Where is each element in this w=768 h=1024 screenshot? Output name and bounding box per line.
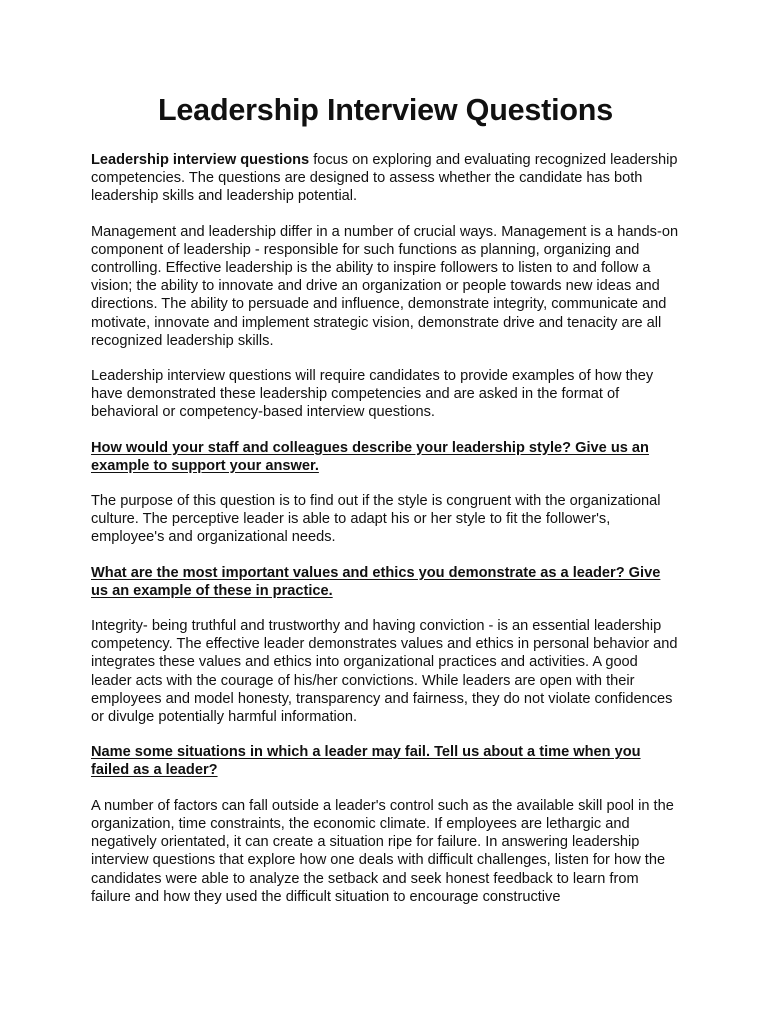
- answer-paragraph-leader-failure: A number of factors can fall outside a leader's control such as the available skill pool in the organization, time constraints, the economic climate. If employees are lethargic and negatively orientated, it can create a situation ripe for failure. In answering leadership interview questions that explore how one deals with difficult challenges, listen for how the candidates were able to analyze the setback and seek honest feedback to learn from failure and how they used the difficult situation to encourage constructive: [91, 797, 674, 905]
- intro-lead-phrase: Leadership interview questions: [91, 152, 310, 168]
- question-heading-leadership-style: How would your staff and colleagues describe your leadership style? Give us an example to support your answer.: [91, 439, 649, 474]
- question-heading-values-ethics: What are the most important values and ethics you demonstrate as a leader? Give us an example of these in practice.: [91, 564, 661, 599]
- body-paragraph-management: Management and leadership differ in a number of crucial ways. Management is a hands-on component of leadership - responsible for such functions as planning, organizing and controlling. Effective leadership is the ability to inspire followers to listen to and follow a vision; the ability to innovate and drive an organization or people towards new ideas and directions. The ability to persuade and influence, demonstrate integrity, communicate and motivate, innovate and implement strategic vision, demonstrate drive and tenacity are all recognized leadership skills.: [91, 223, 679, 349]
- answer-paragraph-values-ethics: Integrity- being truthful and trustworthy and having conviction - is an essential leadership competency. The effective leader demonstrates values and ethics in personal behavior and integrates these values and ethics into organizational practices and activities. A good leader acts with the courage of his/her convictions. While leaders are open with their employees and model honesty, transparency and fairness, they do not violate confidences or divulge potentially harmful information.: [91, 618, 678, 726]
- document-title: Leadership Interview Questions: [157, 93, 613, 127]
- intro-paragraph: [91, 151, 680, 206]
- answer-paragraph-leadership-style: The purpose of this question is to find out if the style is congruent with the organizational culture. The perceptive leader is able to adapt his or her style to fit the follower's, employee's and organizational needs.: [91, 493, 661, 546]
- question-heading-leader-failure: Name some situations in which a leader may fail. Tell us about a time when you failed as a leader?: [91, 744, 641, 779]
- body-paragraph-competencies: Leadership interview questions will require candidates to provide examples of how they have demonstrated these leadership competencies and are asked in the format of behavioral or competency-based interview questions.: [91, 368, 654, 421]
- intro-body-text: focus on exploring and evaluating recognized leadership competencies. The questions are designed to assess whether the candidate has both leadership skills and leadership potential.: [91, 152, 678, 205]
